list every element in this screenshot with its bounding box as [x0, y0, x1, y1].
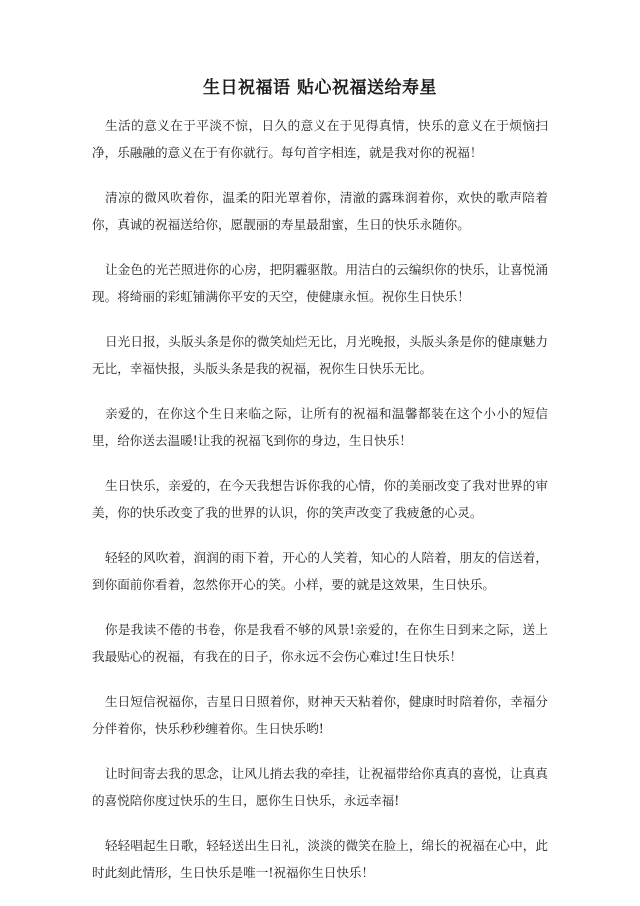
paragraph: 轻轻的风吹着，润润的雨下着，开心的人笑着，知心的人陪着，朋友的信送着，到你面前你看着，忽然你开心的笑。小样，要的就是这效果，生日快乐。: [92, 550, 548, 592]
paragraph: 生日快乐，亲爱的，在今天我想告诉你我的心情，你的美丽改变了我对世界的审美，你的快乐改变了我的世界的认识，你的笑声改变了我疲惫的心灵。: [92, 478, 548, 520]
paragraph: 生日短信祝福你，吉星日日照着你，财神天天粘着你，健康时时陪着你，幸福分分伴着你，快乐秒秒缠着你。生日快乐哟!: [92, 694, 548, 736]
paragraph: 你是我读不倦的书卷，你是我看不够的风景!亲爱的，在你生日到来之际，送上我最贴心的祝福，有我在的日子，你永远不会伤心难过!生日快乐！: [92, 622, 548, 664]
paragraph: 轻轻唱起生日歌，轻轻送出生日礼，淡淡的微笑在脸上，绵长的祝福在心中，此时此刻此情形，生日快乐是唯一!祝福你生日快乐！: [92, 838, 548, 880]
paragraph: 清凉的微风吹着你，温柔的阳光罩着你，清澈的露珠润着你，欢快的歌声陪着你，真诚的祝福送给你，愿靓丽的寿星最甜蜜，生日的快乐永随你。: [92, 190, 548, 232]
document-title: 生日祝福语 贴心祝福送给寿星: [203, 78, 437, 98]
document-body: [92, 112, 548, 904]
paragraph: 亲爱的，在你这个生日来临之际，让所有的祝福和温馨都装在这个小小的短信里，给你送去温暖!让我的祝福飞到你的身边，生日快乐！: [92, 406, 548, 448]
paragraph: 让金色的光芒照进你的心房，把阴霾驱散。用洁白的云编织你的快乐，让喜悦涌现。将绮丽的彩虹铺满你平安的天空，使健康永恒。祝你生日快乐！: [92, 262, 548, 304]
paragraph: 生活的意义在于平淡不惊，日久的意义在于见得真情，快乐的意义在于烦恼扫净，乐融融的意义在于有你就行。每句首字相连，就是我对你的祝福！: [92, 118, 548, 160]
paragraph: 让时间寄去我的思念，让风儿捎去我的牵挂，让祝福带给你真真的喜悦，让真真的喜悦陪你度过快乐的生日，愿你生日快乐，永远幸福!: [92, 766, 548, 808]
paragraph: 日光日报，头版头条是你的微笑灿烂无比，月光晚报，头版头条是你的健康魅力无比，幸福快报，头版头条是我的祝福，祝你生日快乐无比。: [92, 334, 548, 376]
